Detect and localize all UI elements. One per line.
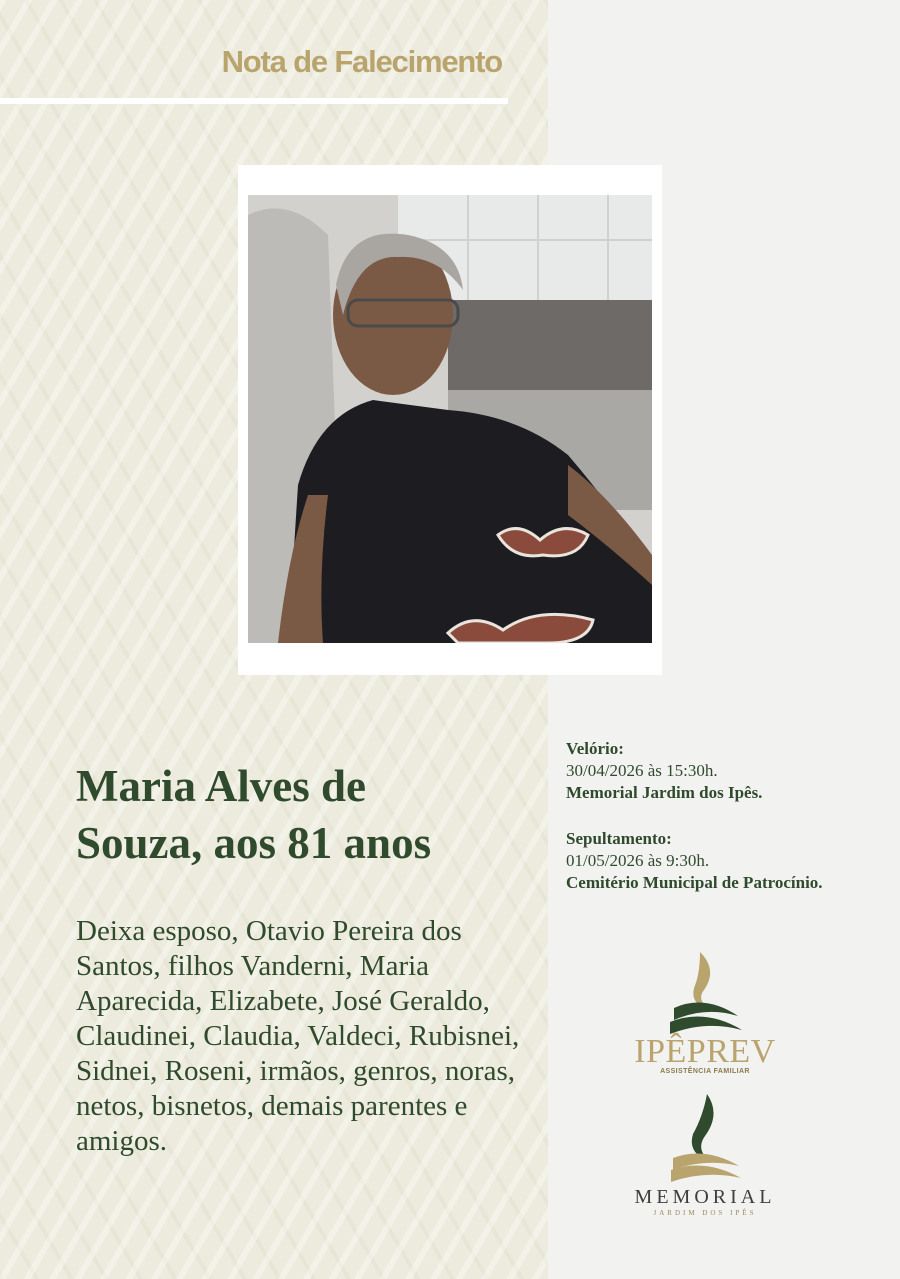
flame-icon [665,1092,745,1184]
family-message: Deixa esposo, Otavio Pereira dos Santos, filhos Vanderni, Maria Aparecida, Elizabete, José Geraldo, Claudinei, Claudia, Valdeci, Rubisnei, Sidnei, Roseni, irmãos, genros, noras, netos, bisnetos, demais parentes e amigos. [76,915,520,1157]
memorial-logo [620,1092,790,1217]
burial-label: Sepultamento: [566,829,672,848]
wake-datetime: 30/04/2026 às 15:30h. [566,761,718,780]
burial-place: Cemitério Municipal de Patrocínio. [566,873,823,892]
memorial-name: MEMORIAL [634,1186,776,1208]
deceased-name [76,758,516,872]
ipeprev-tagline: ASSISTÊNCIA FAMILIAR [660,1068,750,1075]
title-divider [0,98,508,104]
ipeprev-logo [630,950,780,1075]
deceased-name-line2: Souza, aos 81 anos [76,818,432,868]
burial-datetime: 01/05/2026 às 9:30h. [566,851,710,870]
portrait-illustration [248,195,652,643]
portrait-frame [238,165,662,675]
deceased-name-line1: Maria Alves de [76,761,366,811]
ipeprev-name: IPÊPREV [634,1033,776,1070]
portrait-photo [248,195,652,643]
wake-label: Velório: [566,739,624,758]
burial-info [566,828,886,894]
wake-place: Memorial Jardim dos Ipês. [566,783,763,802]
flame-icon [660,950,750,1036]
page-title: Nota de Falecimento [221,44,502,79]
wake-info [566,738,886,804]
memorial-tagline: JARDIM DOS IPÊS [653,1209,757,1217]
